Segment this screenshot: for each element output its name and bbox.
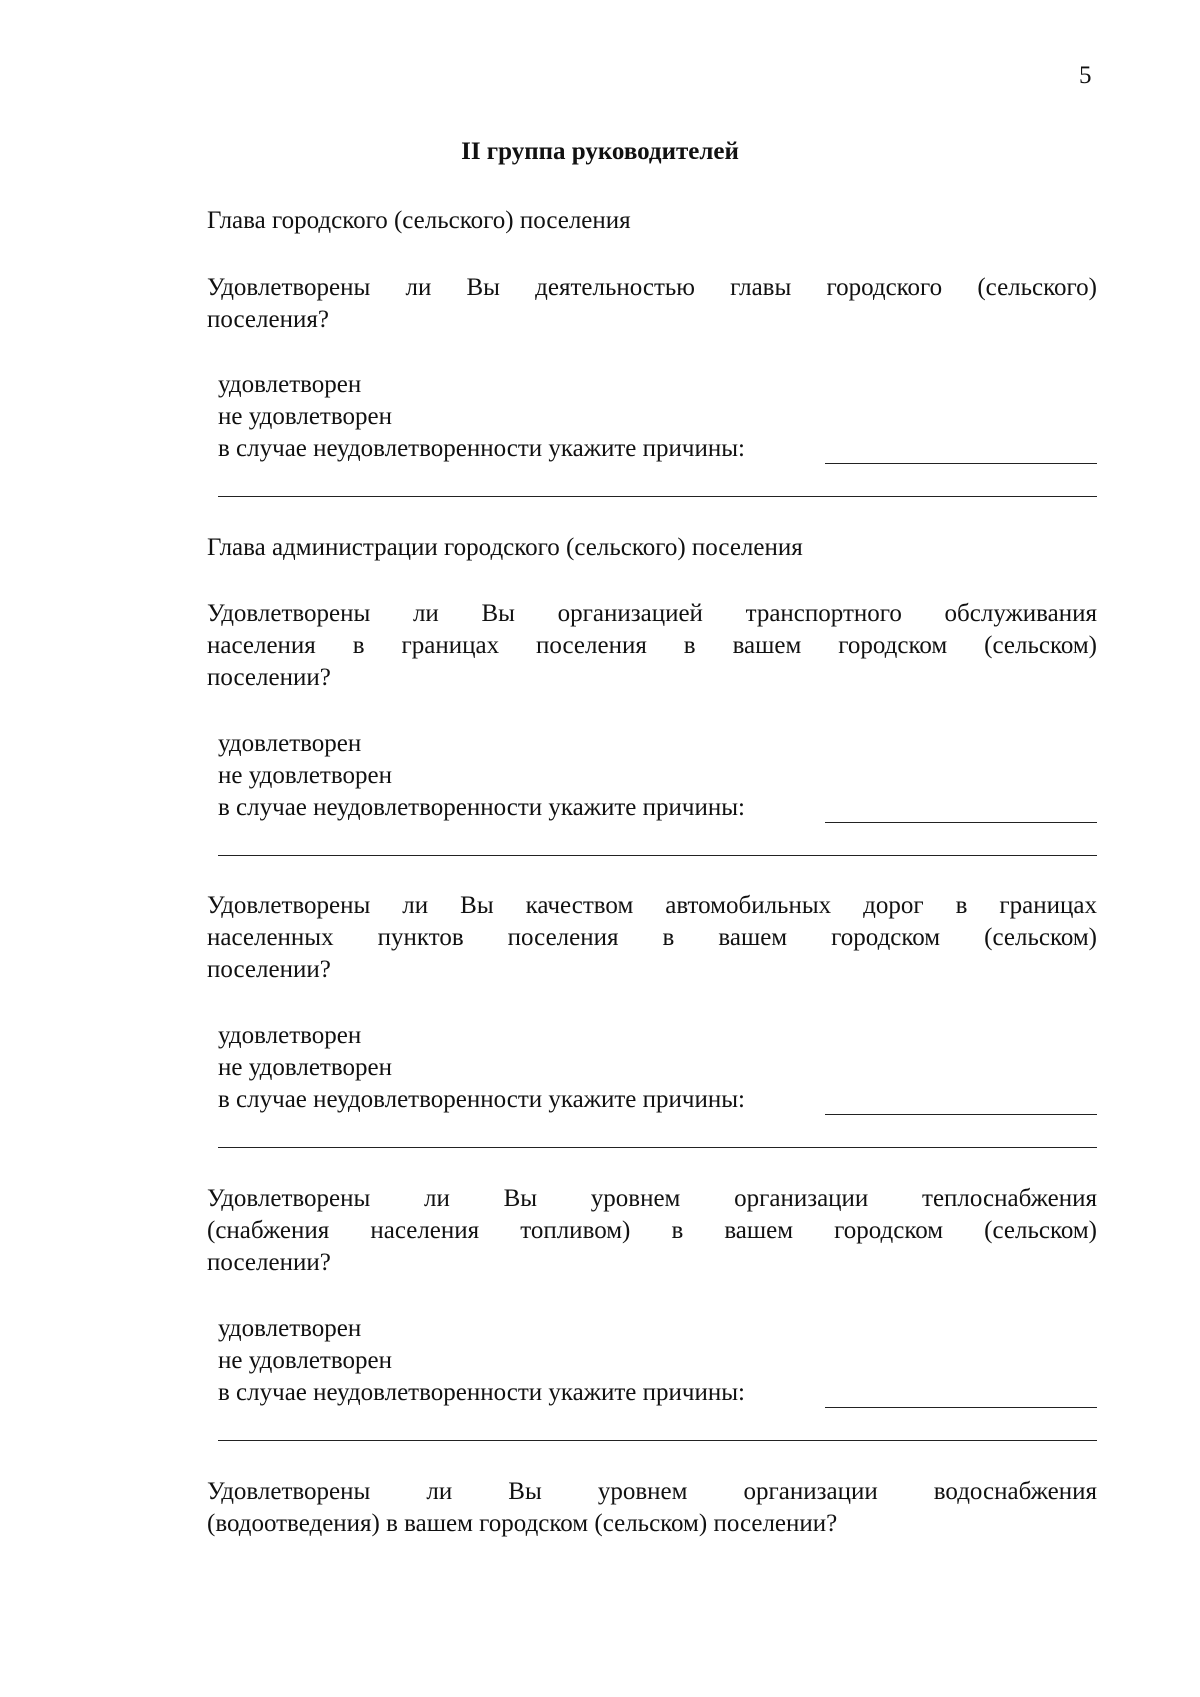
question-line: (водоотведения) в вашем городском (сельском) поселении? [207,1510,838,1537]
reason-label: в случае неудовлетворенности укажите причины: [218,794,745,821]
question-line: Удовлетворены ли Вы уровнем организации теплоснабжения [207,1185,1097,1212]
question-line: Удовлетворены ли Вы уровнем организации водоснабжения [207,1478,1097,1505]
option-not-satisfied: не удовлетворен [218,762,392,789]
option-not-satisfied: не удовлетворен [218,1347,392,1374]
question-line: (снабжения населения топливом) в вашем городском (сельском) [207,1217,1097,1244]
question-line: поселении? [207,956,331,983]
question-line: поселения? [207,306,329,333]
reason-field-line[interactable] [825,1407,1097,1408]
question-line: Удовлетворены ли Вы деятельностью главы городского (сельского) [207,274,1097,301]
reason-field-line[interactable] [825,822,1097,823]
option-not-satisfied: не удовлетворен [218,403,392,430]
reason-field-line[interactable] [218,855,1097,856]
page-title: II группа руководителей [461,138,739,165]
option-satisfied: удовлетворен [218,1315,362,1342]
reason-field-line[interactable] [825,463,1097,464]
question-line: поселении? [207,1249,331,1276]
option-not-satisfied: не удовлетворен [218,1054,392,1081]
reason-label: в случае неудовлетворенности укажите причины: [218,1379,745,1406]
reason-field-line[interactable] [825,1114,1097,1115]
reason-field-line[interactable] [218,1147,1097,1148]
reason-label: в случае неудовлетворенности укажите причины: [218,435,745,462]
question-line: Удовлетворены ли Вы качеством автомобильных дорог в границах [207,892,1097,919]
question-line: Удовлетворены ли Вы организацией транспортного обслуживания [207,600,1097,627]
page-number: 5 [1079,62,1092,89]
reason-field-line[interactable] [218,1440,1097,1441]
section-heading: Глава городского (сельского) поселения [207,207,631,234]
question-line: населенных пунктов поселения в вашем городском (сельском) [207,924,1097,951]
reason-label: в случае неудовлетворенности укажите причины: [218,1086,745,1113]
question-line: населения в границах поселения в вашем городском (сельском) [207,632,1097,659]
option-satisfied: удовлетворен [218,730,362,757]
option-satisfied: удовлетворен [218,1022,362,1049]
section-heading: Глава администрации городского (сельского) поселения [207,534,803,561]
reason-field-line[interactable] [218,496,1097,497]
question-line: поселении? [207,664,331,691]
option-satisfied: удовлетворен [218,371,362,398]
